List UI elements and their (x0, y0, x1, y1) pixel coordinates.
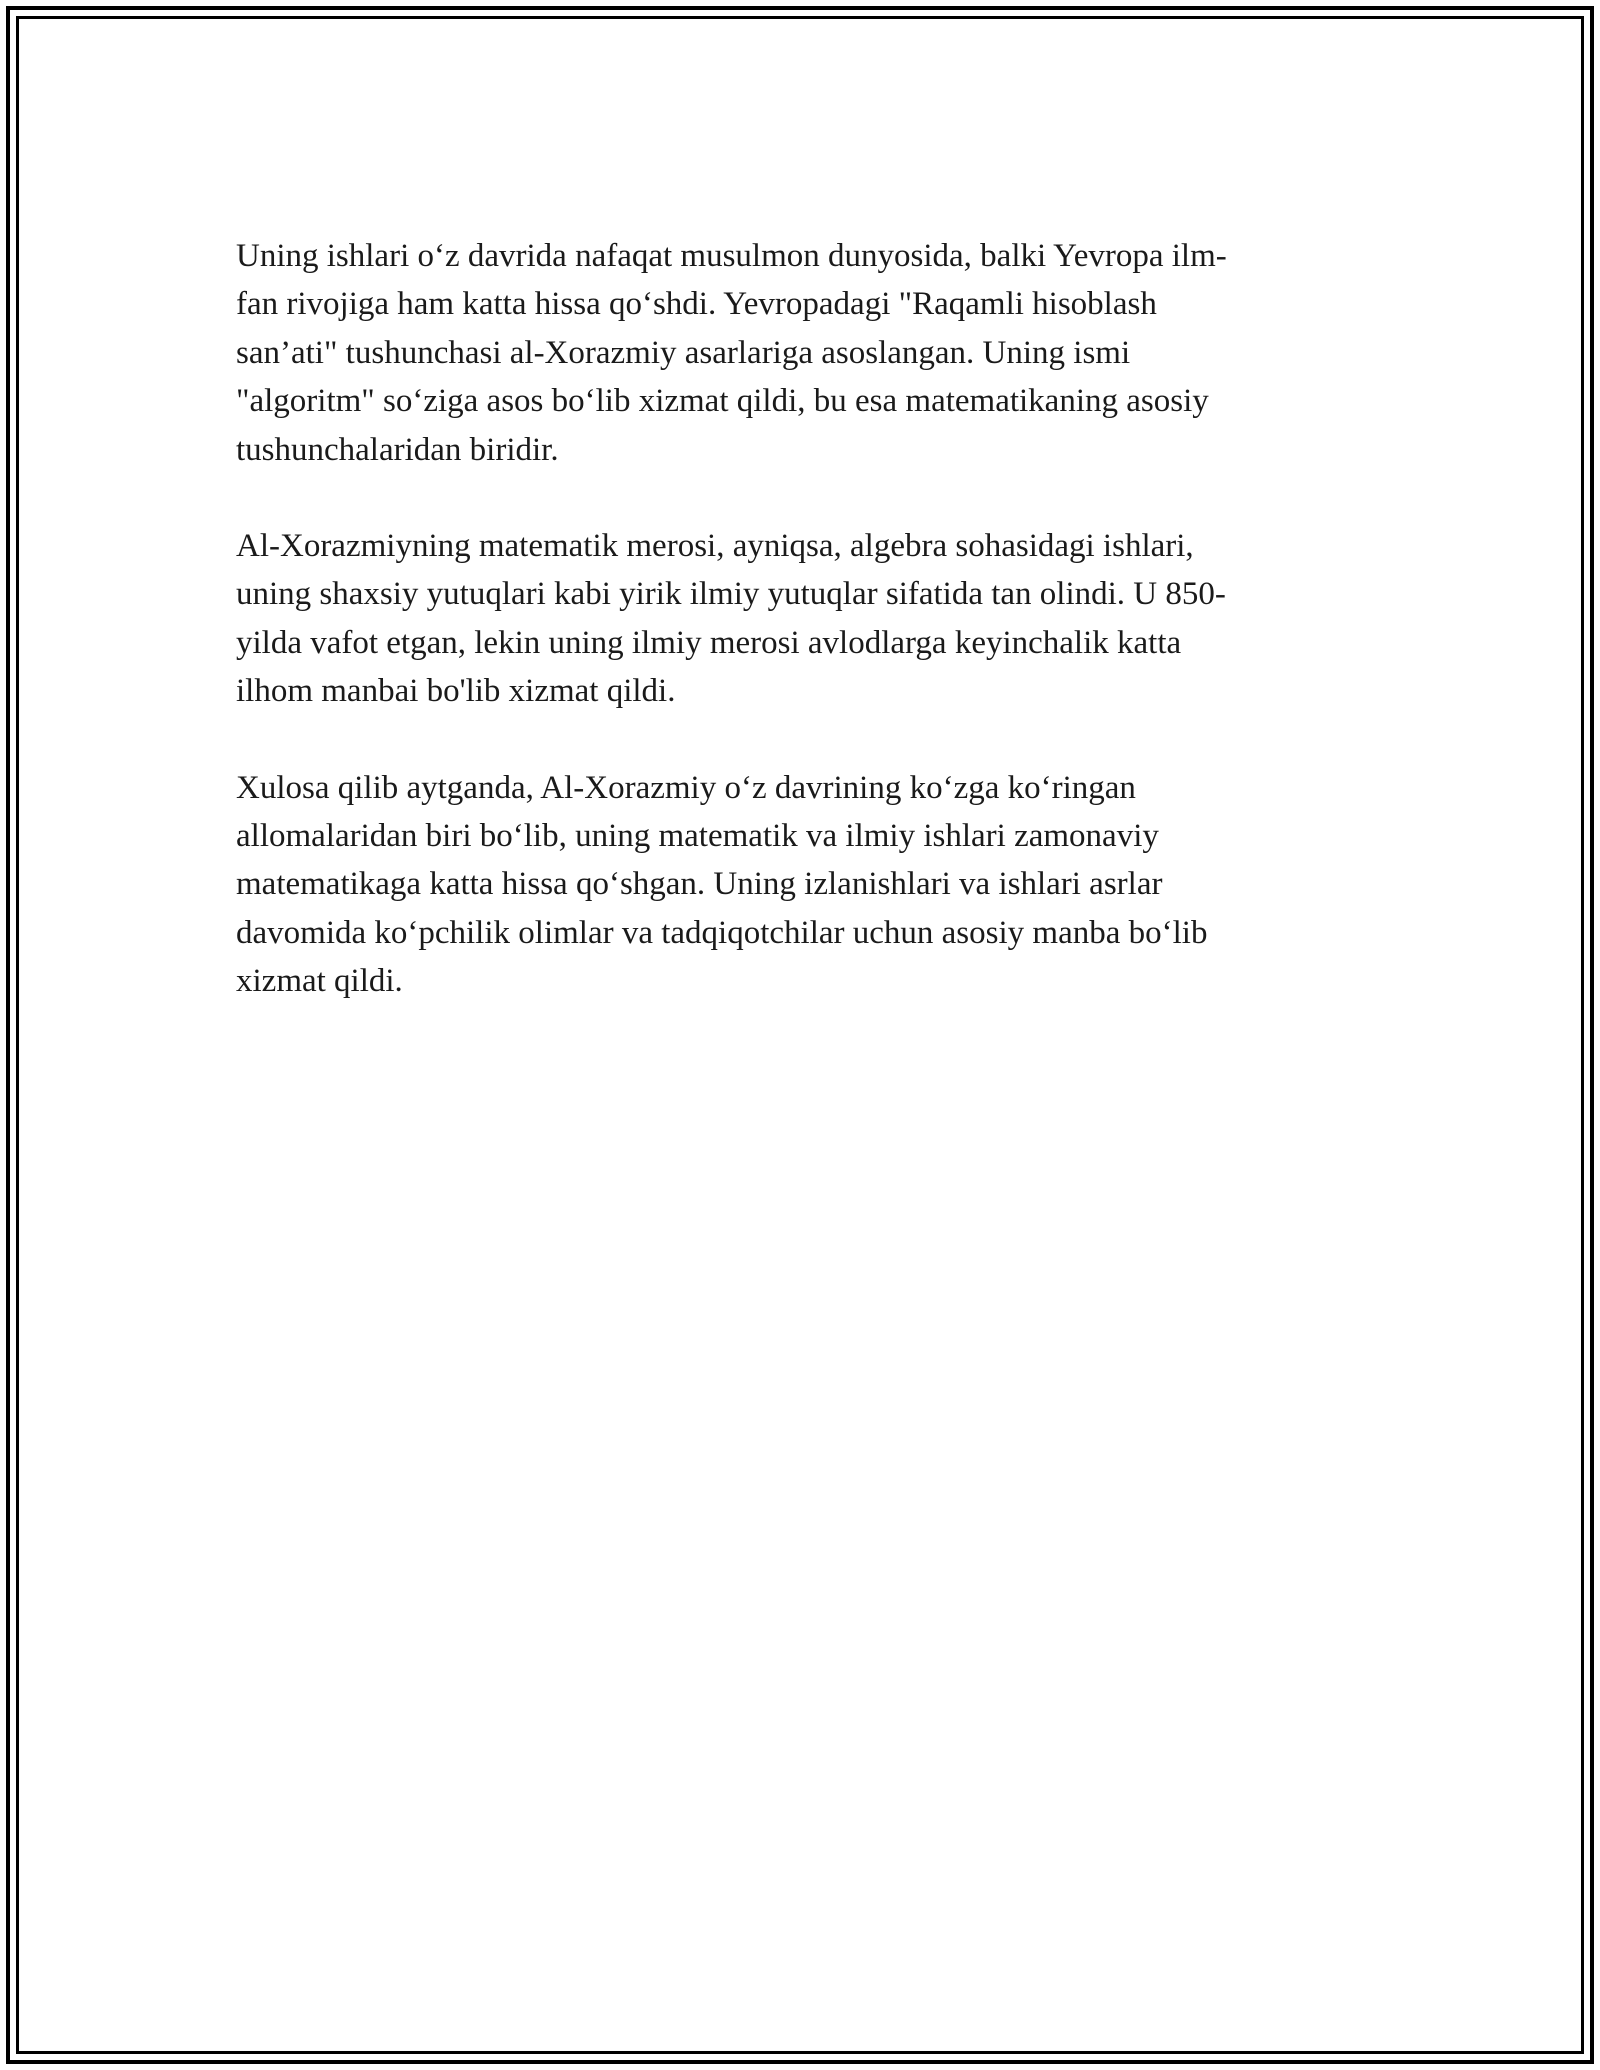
document-body (236, 232, 1346, 1054)
paragraph-3: Xulosa qilib aytganda, Al-Xorazmiy o‘z davrining ko‘zga ko‘ringan allomalaridan biri bo‘lib, uning matematik va ilmiy ishlari zamonaviy matematikaga katta hissa qo‘shgan. Uning izlanishlari va ishlari asrlar davomida ko‘pchilik olimlar va tadqiqotchilar uchun asosiy manba bo‘lib xizmat qildi. (236, 769, 1208, 1000)
paragraph-1: Uning ishlari o‘z davrida nafaqat musulmon dunyosida, balki Yevropa ilm- fan rivojiga ham katta hissa qo‘shdi. Yevropadagi "Raqamli hisoblash san’ati" tushunchasi al-Xorazmiy asarlariga asoslangan. Uning ismi "algoritm" so‘ziga asos bo‘lib xizmat qildi, bu esa matematikaning asosiy tushunchalaridan biridir. (236, 238, 1227, 468)
paragraph-2: Al-Xorazmiyning matematik merosi, ayniqsa, algebra sohasidagi ishlari, uning shaxsiy yutuqlari kabi yirik ilmiy yutuqlar sifatida tan olindi. U 850- yilda vafot etgan, lekin uning ilmiy merosi avlodlarga keyinchalik katta ilhom manbai bo'lib xizmat qildi. (236, 528, 1226, 710)
